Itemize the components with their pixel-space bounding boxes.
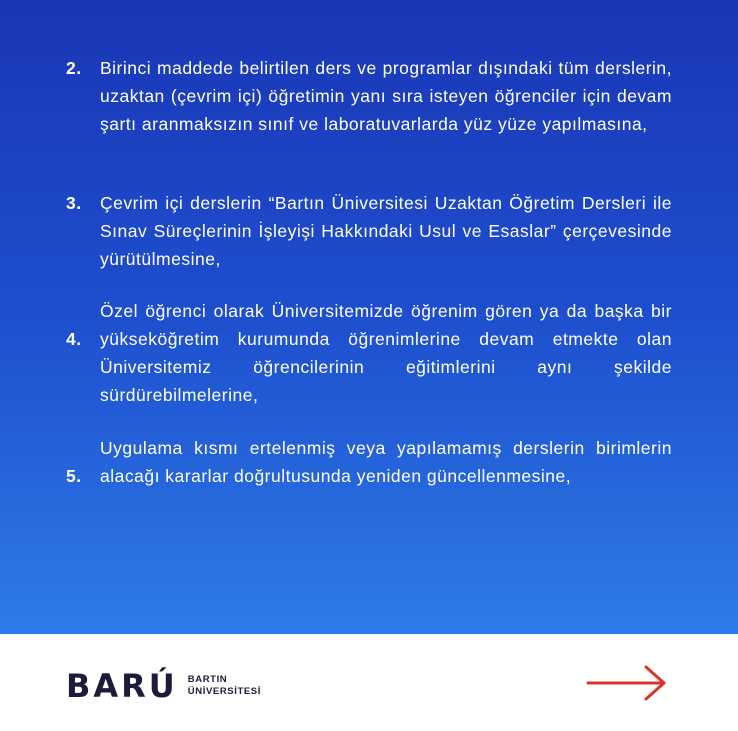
- item-text: Uygulama kısmı ertelenmiş veya yapılamamış derslerin birimlerin alacağı kararlar doğrultusunda yeniden güncellenmesine,: [100, 438, 672, 486]
- item-number: 5.: [66, 466, 82, 486]
- item-text: Özel öğrenci olarak Üniversitemizde öğrenim gören ya da başka bir yükseköğretim kurumunda öğrenimlerine devam etmekte olan Üniversitemiz öğrencilerinin eğitimlerini aynı şekilde sürdürebilmelerine,: [100, 301, 672, 405]
- logo-mark: BARÚ: [66, 667, 178, 705]
- item-number: 2.: [66, 58, 82, 78]
- list-item: [66, 54, 672, 138]
- logo-line-2: ÜNİVERSİTESİ: [187, 686, 261, 697]
- item-text: Birinci maddede belirtilen ders ve programlar dışındaki tüm derslerin, uzaktan (çevrim içi) öğretimin yanı sıra isteyen öğrenciler için devam şartı aranmaksızın sınıf ve laboratuvarlarda yüz yüze yapılmasına,: [100, 58, 672, 134]
- item-text: Çevrim içi derslerin “Bartın Üniversitesi Uzaktan Öğretim Dersleri ile Sınav Süreçlerinin İşleyişi Hakkındaki Usul ve Esaslar” çerçevesinde yürütülmesine,: [100, 193, 672, 269]
- list-item: [66, 434, 672, 490]
- list-item: [66, 297, 672, 409]
- university-logo: [66, 666, 261, 706]
- logo-line-1: BARTIN: [187, 674, 228, 685]
- footer: [0, 634, 738, 731]
- item-number: 3.: [66, 193, 82, 213]
- item-number: 4.: [66, 329, 82, 349]
- arrow-right-icon[interactable]: [586, 664, 668, 702]
- list-item: [66, 189, 672, 273]
- logo-wordmark: [188, 674, 261, 698]
